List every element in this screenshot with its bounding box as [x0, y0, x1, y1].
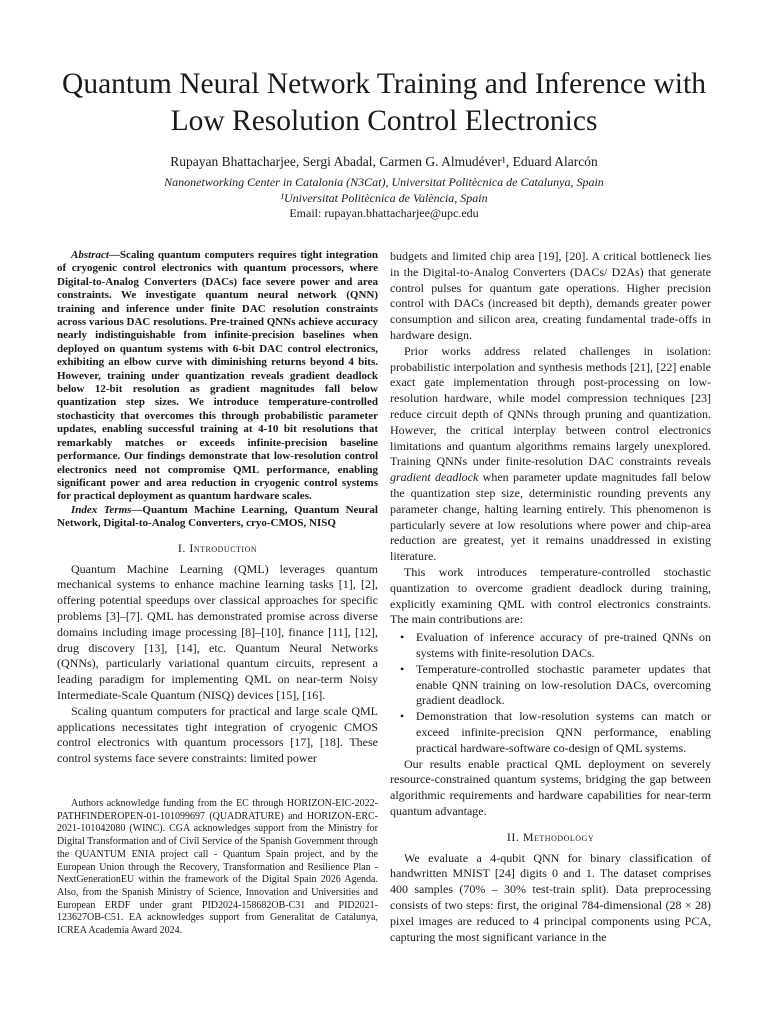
paper-title: Quantum Neural Network Training and Inference with Low Resolution Control Electronics [62, 68, 706, 137]
index-terms-label: Index Terms— [71, 503, 143, 516]
list-item: • Temperature-controlled stochastic parameter updates that enable QNN training on low-resolution DACs, overcoming gradient deadlock. [416, 662, 711, 709]
right-column [390, 249, 711, 945]
index-terms [57, 504, 378, 531]
affiliation-secondary: ¹Universitat Politècnica de València, Spain [280, 191, 488, 205]
intro-paragraph-3: budgets and limited chip area [19], [20]. A critical bottleneck lies in the Digital-to-Analog Converters (DACs/ D2As) that generate control pulses for quantum gate operations. Higher precision control with DACs (increased bit depth), demands greater power consumption and silicon area, creating fundamental trade-offs in hardware design. [390, 249, 711, 342]
list-item: • Demonstration that low-resolution systems can match or exceed infinite-precision QNN performance, enabling practical hardware-software co-design of QML systems. [416, 709, 711, 756]
section-title: Methodology [522, 829, 595, 844]
abstract-label: Abstract— [71, 249, 120, 261]
section-heading-methodology [390, 829, 711, 845]
index-terms-text: Quantum Machine Learning, Quantum Neural Network, Digital-to-Analog Converters, cryo-CMOS, NISQ [57, 503, 378, 530]
intro-paragraph-2: Scaling quantum computers for practical and large scale QML applications necessitates tight integration of cryogenic CMOS control electronics with quantum processors [17], [18]. These control systems face severe constraints: limited power [57, 703, 378, 766]
contact-email: Email: rupayan.bhattacharjee@upc.edu [289, 206, 479, 220]
emphasis-gradient-deadlock: gradient deadlock [390, 470, 479, 485]
left-column [57, 249, 378, 767]
abstract-text: Scaling quantum computers requires tight integration of cryogenic control electronics with quantum processors, where Digital-to-Analog Converters (DACs) face severe power and area constraints. We investigate quantum neural network (QNN) training and inference under finite DAC resolution constraints across various DAC resolutions. Pre-trained QNNs achieve accuracy nearly indistinguishable from infinite-precision baselines when deployed on quantum systems with 6-bit DAC control electronics, exhibiting an elbow curve with diminishing returns beyond 4 bits. However, training under quantization reveals gradient deadlock below 12-bit resolution as gradient magnitudes fall below quantization step sizes. We introduce temperature-controlled stochasticity that overcomes this through probabilistic parameter updates, enabling successful training at 4-10 bit resolutions that remarkably matches or exceeds infinite-precision baseline performance. Our findings demonstrate that low-resolution control electronics need not compromise QML performance, enabling significant power and area reduction in cryogenic control systems for practical deployment as quantum hardware scales. [57, 249, 378, 503]
contributions-list [390, 630, 711, 756]
methodology-paragraph-1: We evaluate a 4-qubit QNN for binary classification of handwritten MNIST [24] digits 0 and 1. The dataset comprises 400 samples (70% – 30% test-train split). Data preprocessing consists of two steps: first, the original 784-dimensional (28 × 28) pixel images are reduced to 4 principal components using PCA, capturing the most significant variance in the [390, 850, 711, 944]
intro-paragraph-4 [390, 344, 711, 565]
affiliation-primary: Nanonetworking Center in Catalonia (N3Cat), Universitat Politècnica de Catalunya, Spain [164, 175, 604, 189]
section-number: I. [177, 540, 186, 555]
intro-paragraph-5: This work introduces temperature-controlled stochastic quantization to overcome gradient deadlock during training, explicitly examining QML with control electronics constraints. The main contributions are: [390, 564, 711, 627]
section-heading-introduction [57, 540, 378, 556]
list-item: • Evaluation of inference accuracy of pre-trained QNNs on systems with finite-resolution DACs. [416, 630, 711, 662]
abstract [57, 249, 378, 504]
section-title: Introduction [189, 540, 258, 555]
intro-paragraph-1: Quantum Machine Learning (QML) leverages quantum mechanical systems to enhance machine learning tasks [1], [2], offering potential speedups over classical approaches for specific problems [3]–[7]. QML has demonstrated promise across diverse domains including image processing [8]–[10], finance [11], [12], drug discovery [13], [14], etc. Quantum Neural Networks (QNNs), particularly variational quantum circuits, represent a leading paradigm for implementing QML on near-term Noisy Intermediate-Scale Quantum (NISQ) devices [15], [16]. [57, 561, 378, 702]
paragraph-text-a: Prior works address related challenges in isolation: probabilistic interpolation and synthesis methods [21], [22] enable exact gate implementation through post-processing on low-resolution hardware, while model compression techniques [23] reduce circuit depth of QNNs through pruning and quantization. However, the critical interplay between control electronics limitations and quantum algorithms remains largely unexplored. Training QNNs under finite-resolution DAC constraints reveals [390, 343, 711, 469]
section-number: II. [506, 829, 520, 844]
intro-paragraph-6: Our results enable practical QML deployment on severely resource-constrained quantum systems, bridging the gap between algorithmic requirements and hardware capabilities for near-term quantum advantage. [390, 756, 711, 818]
footnote-funding: Authors acknowledge funding from the EC through HORIZON-EIC-2022-PATHFINDEROPEN-01-101099697 (QUADRATURE) and HORIZON-ERC-2021-101042080 (WINC). CGA acknowledges support from the Ministry for Digital Transformation and of Civil Service of the Spanish Government through the QUANTUM ENIA project call - Quantum Spain project, and by the European Union through the Recovery, Transformation and Resilience Plan - NextGenerationEU within the framework of the Digital Spain 2026 Agenda. Also, from the Spanish Ministry of Science, Innovation and Universities and European ERDF under grant PID2024-158682OB-C31 and PID2021-123627OB-C51. EA acknowledges support from Generalitat de Catalunya, ICREA Academia Award 2024. [57, 798, 378, 937]
author-list: Rupayan Bhattacharjee, Sergi Abadal, Carmen G. Almudéver¹, Eduard Alarcón [170, 154, 598, 169]
paragraph-text-b: when parameter update magnitudes fall below the quantization step size, deterministic rounding prevents any parameter change, halting learning entirely. This phenomenon is particularly severe at low resolutions where power and chip-area reduction are greatest, yet it remains unaddressed in existing literature. [390, 470, 711, 564]
